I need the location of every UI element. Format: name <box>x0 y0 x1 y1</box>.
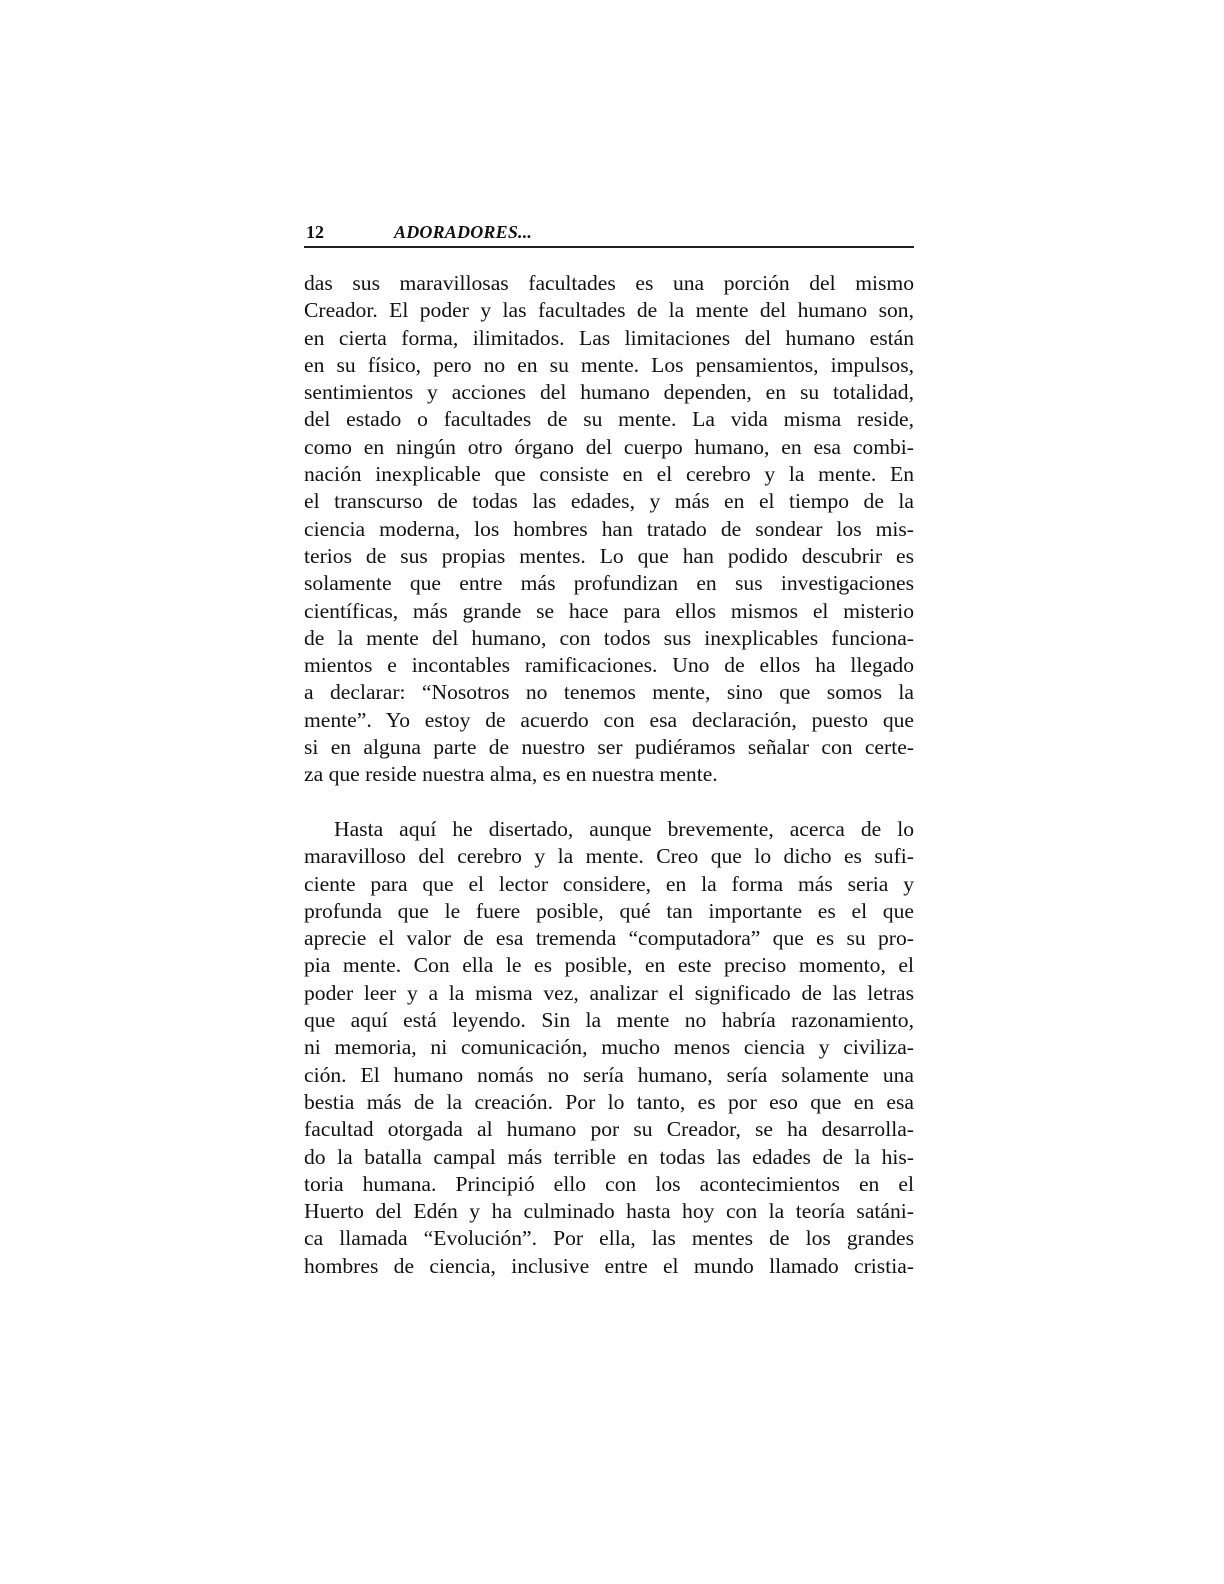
text-line: za que reside nuestra alma, es en nuestra mente. <box>304 762 718 787</box>
page-number: 12 <box>306 222 324 242</box>
text-line: en su físico, pero no en su mente. Los pensamientos, impulsos, <box>304 352 914 377</box>
text-line: si en alguna parte de nuestro ser pudiéramos señalar con certe- <box>304 735 914 760</box>
text-line: como en ningún otro órgano del cuerpo humano, en esa combi- <box>304 434 914 459</box>
text-line: ni memoria, ni comunicación, mucho menos ciencia y civiliza- <box>304 1035 914 1060</box>
book-page <box>304 0 914 1584</box>
text-line: bestia más de la creación. Por lo tanto, es por eso que en esa <box>304 1089 914 1114</box>
text-line: a declarar: “Nosotros no tenemos mente, sino que somos la <box>304 680 914 705</box>
text-line: Creador. El poder y las facultades de la mente del humano son, <box>304 298 914 323</box>
text-line: ciente para que el lector considere, en la forma más seria y <box>304 871 914 896</box>
text-line: el transcurso de todas las edades, y más en el tiempo de la <box>304 489 914 514</box>
text-line: pia mente. Con ella le es posible, en este preciso momento, el <box>304 953 914 978</box>
text-line: ciencia moderna, los hombres han tratado de sondear los mis- <box>304 516 914 541</box>
paragraph-1 <box>304 270 914 789</box>
text-line: das sus maravillosas facultades es una porción del mismo <box>304 271 914 295</box>
text-line: Hasta aquí he disertado, aunque brevemente, acerca de lo <box>334 817 914 841</box>
text-line: ca llamada “Evolución”. Por ella, las mentes de los grandes <box>304 1226 914 1251</box>
text-line: nación inexplicable que consiste en el cerebro y la mente. En <box>304 462 914 487</box>
text-line: mientos e incontables ramificaciones. Uno de ellos ha llegado <box>304 653 914 678</box>
paragraph-2 <box>304 816 914 1280</box>
text-line: maravilloso del cerebro y la mente. Creo que lo dicho es sufi- <box>304 844 914 869</box>
text-line: solamente que entre más profundizan en sus investigaciones <box>304 571 914 596</box>
text-line: terios de sus propias mentes. Lo que han podido descubrir es <box>304 543 914 568</box>
text-line: sentimientos y acciones del humano dependen, en su totalidad, <box>304 380 914 405</box>
text-line: ción. El humano nomás no sería humano, sería solamente una <box>304 1062 914 1087</box>
running-title: ADORADORES... <box>394 222 533 242</box>
text-line: profunda que le fuere posible, qué tan importante es el que <box>304 898 914 923</box>
text-line: del estado o facultades de su mente. La vida misma reside, <box>304 407 914 432</box>
text-line: científicas, más grande se hace para ellos mismos el misterio <box>304 598 914 623</box>
text-line: mente”. Yo estoy de acuerdo con esa declaración, puesto que <box>304 707 914 732</box>
text-line: facultad otorgada al humano por su Creador, se ha desarrolla- <box>304 1117 914 1142</box>
text-line: en cierta forma, ilimitados. Las limitaciones del humano están <box>304 325 914 350</box>
running-header <box>304 218 914 248</box>
text-line: poder leer y a la misma vez, analizar el significado de las letras <box>304 980 914 1005</box>
text-line: aprecie el valor de esa tremenda “computadora” que es su pro- <box>304 926 914 951</box>
text-line: do la batalla campal más terrible en todas las edades de la his- <box>304 1144 914 1169</box>
text-line: hombres de ciencia, inclusive entre el mundo llamado cristia- <box>304 1253 914 1278</box>
text-line: de la mente del humano, con todos sus inexplicables funciona- <box>304 625 914 650</box>
text-line: Huerto del Edén y ha culminado hasta hoy con la teoría satáni- <box>304 1199 914 1224</box>
text-line: que aquí está leyendo. Sin la mente no habría razonamiento, <box>304 1008 914 1033</box>
text-line: toria humana. Principió ello con los acontecimientos en el <box>304 1171 914 1196</box>
